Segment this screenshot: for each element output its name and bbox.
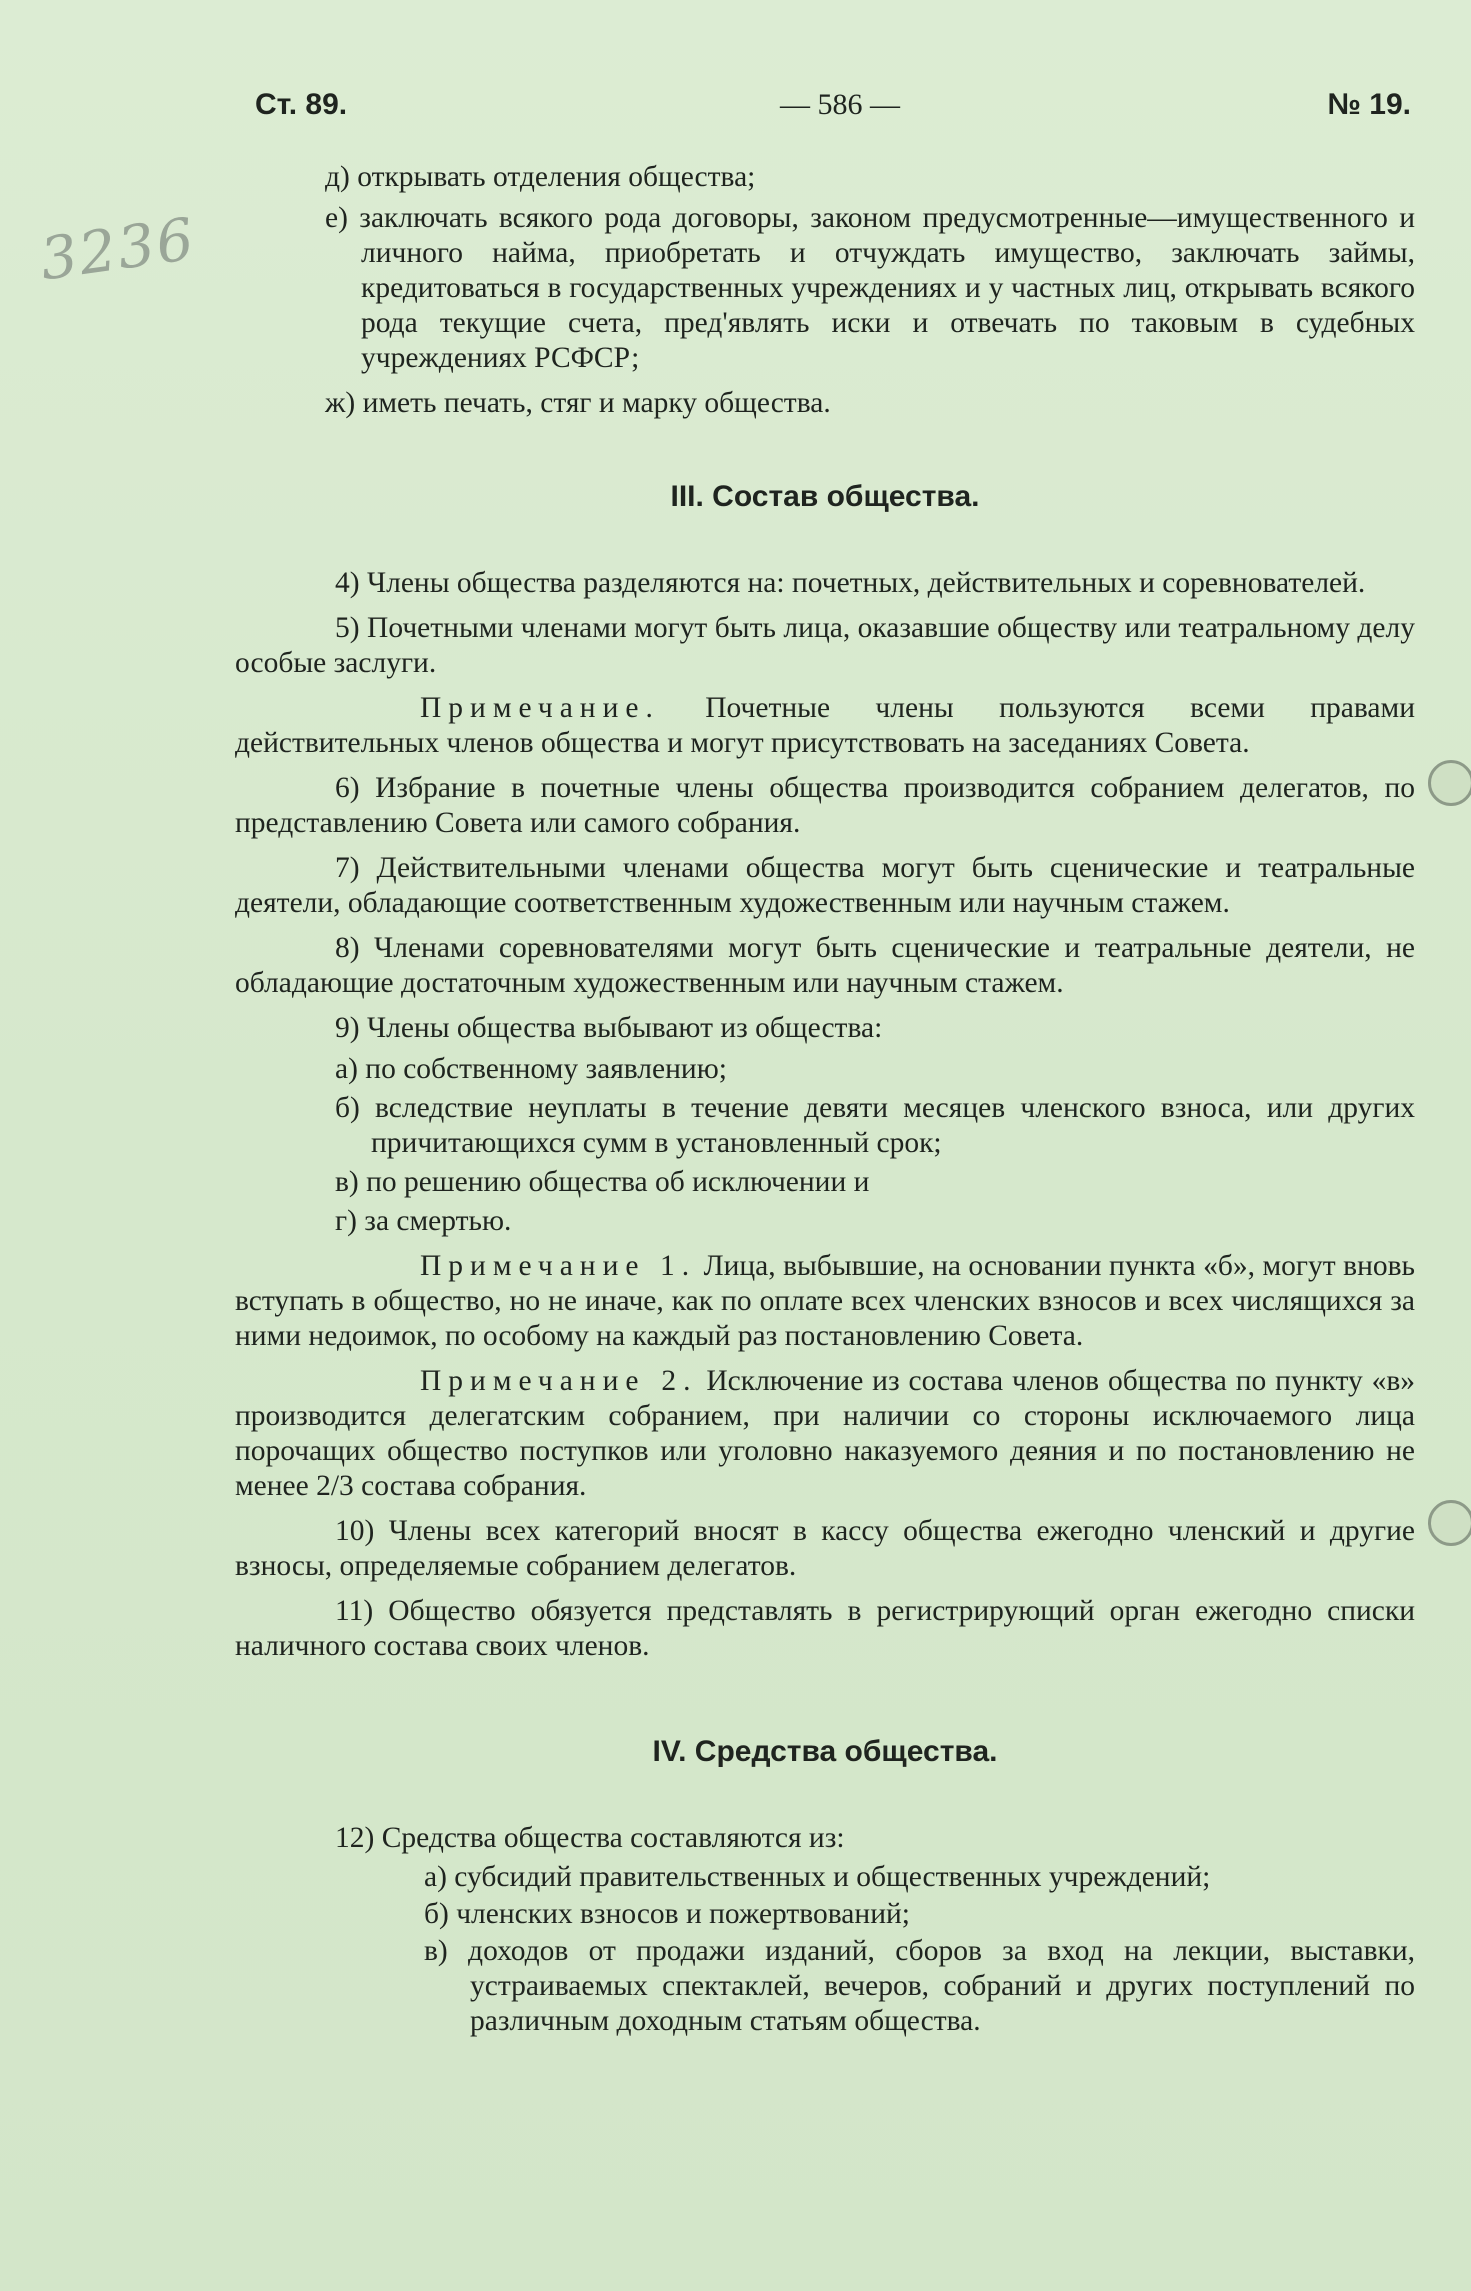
list-item: в) доходов от продажи изданий, сборов за вход на лекции, выставки, устраиваемых спектаклей, вечеров, собраний и других поступлений по различным доходным статьям общества. (424, 1935, 1415, 2037)
page-number: — 586 — (780, 88, 900, 121)
binder-hole-icon (1428, 760, 1471, 806)
list-item: б) вследствие неуплаты в течение девяти месяцев членского взноса, или других причитающихся сумм в установленный срок; (335, 1092, 1415, 1159)
handwritten-archive-number: 3236 (36, 204, 200, 294)
section-4-title: IV. Средства общества. (652, 1735, 998, 1768)
list-item: а) субсидий правительственных и общественных учреждений; (424, 1861, 1211, 1893)
list-item: а) по собственному заявлению; (335, 1053, 727, 1085)
note-5 (235, 691, 1415, 761)
list-item: д) открывать отделения общества; (325, 161, 756, 193)
list-item: в) по решению общества об исключении и (335, 1166, 870, 1198)
note-text: Исключение из состава членов общества по пункту «в» производится делегатским собранием, при наличии со стороны исключаемого лица порочащих общество поступков или уголовно наказуемого деяния и по постановлению не менее 2/3 состава собрания. (235, 1365, 1415, 1502)
list-item: б) членских взносов и пожертвований; (424, 1898, 910, 1930)
list-item: е) заключать всякого рода договоры, законом предусмотренные—имущественного и личного найма, приобретать и отчуждать имущество, заключать займы, кредитоваться в государственных учреждениях и у частных лиц, открывать всякого рода текущие счета, пред'являть иски и отвечать по таковым в судебных учреждениях РСФСР; (325, 202, 1415, 374)
article-number: Ст. 89. (255, 88, 348, 121)
paragraph-9: 9) Члены общества выбывают из общества: (335, 1012, 883, 1044)
document-body (235, 160, 1415, 2039)
binder-hole-icon (1428, 1500, 1471, 1546)
paragraph-8: 8) Членами соревнователями могут быть сценические и театральные деятели, не обладающие достаточным художественным или научным стажем. (235, 932, 1415, 999)
note-9-1 (235, 1249, 1415, 1354)
note-label: Примечание. (420, 692, 660, 724)
paragraph-12: 12) Средства общества составляются из: (335, 1822, 845, 1854)
paragraph-7: 7) Действительными членами общества могут быть сценические и театральные деятели, обладающие соответственным художественным или научным стажем. (235, 852, 1415, 919)
note-9-2 (235, 1364, 1415, 1504)
section-3-title: III. Состав общества. (670, 480, 980, 513)
paragraph-10: 10) Члены всех категорий вносят в кассу общества ежегодно членский и другие взносы, определяемые собранием делегатов. (235, 1515, 1415, 1582)
note-label: Примечание 2. (420, 1365, 698, 1397)
paragraph-5: 5) Почетными членами могут быть лица, оказавшие обществу или театральному делу особые заслуги. (235, 612, 1415, 679)
list-item: г) за смертью. (335, 1205, 512, 1237)
page-header (255, 88, 1411, 134)
paragraph-11: 11) Общество обязуется представлять в регистрирующий орган ежегодно списки наличного состава своих членов. (235, 1595, 1415, 1662)
list-item: ж) иметь печать, стяг и марку общества. (325, 387, 831, 419)
note-label: Примечание 1. (420, 1250, 697, 1282)
paragraph-6: 6) Избрание в почетные члены общества производится собранием делегатов, по представлению Совета или самого собрания. (235, 772, 1415, 839)
issue-number: № 19. (1327, 88, 1411, 121)
note-text: Почетные члены пользуются всеми правами действительных членов общества и могут присутствовать на заседаниях Совета. (235, 692, 1415, 759)
note-text: Лица, выбывшие, на основании пункта «б», могут вновь вступать в общество, но не иначе, как по оплате всех членских взносов и всех числящихся за ними недоимок, по особому на каждый раз постановлению Совета. (235, 1250, 1415, 1352)
paragraph-4: 4) Члены общества разделяются на: почетных, действительных и соревнователей. (335, 567, 1366, 599)
